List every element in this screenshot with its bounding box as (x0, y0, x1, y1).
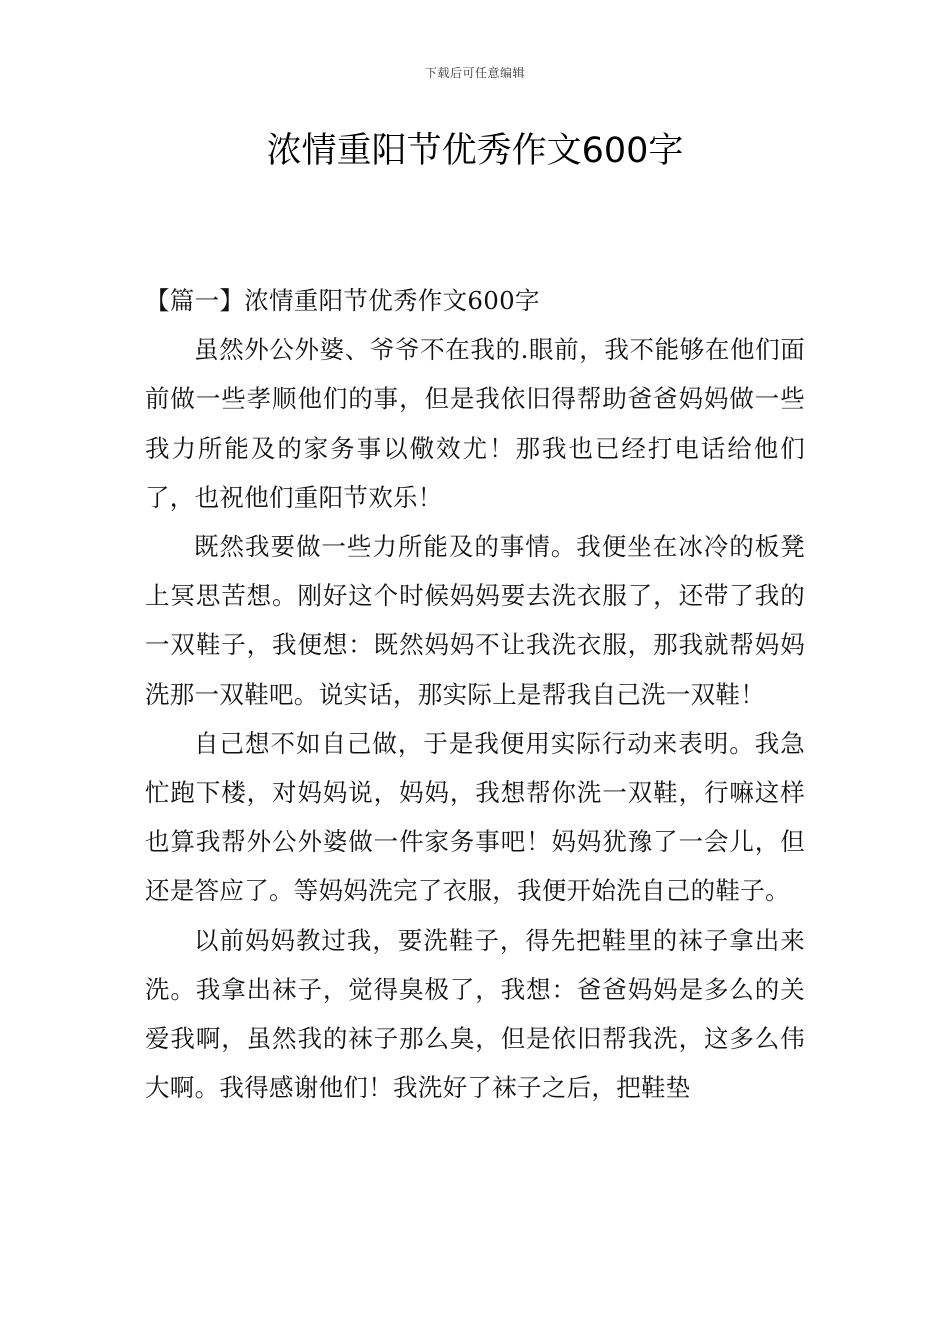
header-note: 下载后可任意编辑 (424, 66, 525, 80)
document-title: 浓情重阳节优秀作文600字 (266, 131, 684, 171)
document-body (145, 276, 805, 1112)
section-heading: 【篇一】浓情重阳节优秀作文600字 (145, 286, 540, 315)
paragraph-3: 自己想不如自己做，于是我便用实际行动来表明。我急忙跑下楼，对妈妈说，妈妈，我想帮你洗一双鞋，行嘛这样也算我帮外公外婆做一件家务事吧！妈妈犹豫了一会儿，但还是答应了。等妈妈洗完了衣服，我便开始洗自己的鞋子。 (145, 728, 805, 906)
paragraph-2: 既然我要做一些力所能及的事情。我便坐在冰冷的板凳上冥思苦想。刚好这个时候妈妈要去洗衣服了，还带了我的一双鞋子，我便想：既然妈妈不让我洗衣服，那我就帮妈妈洗那一双鞋吧。说实话，那实际上是帮我自己洗一双鞋！ (145, 532, 805, 709)
paragraph-4: 以前妈妈教过我，要洗鞋子，得先把鞋里的袜子拿出来洗。我拿出袜子，觉得臭极了，我想：爸爸妈妈是多么的关爱我啊，虽然我的袜子那么臭，但是依旧帮我洗，这多么伟大啊。我得感谢他们！我洗好了袜子之后，把鞋垫 (145, 925, 805, 1103)
paragraph-1: 虽然外公外婆、爷爷不在我的.眼前，我不能够在他们面前做一些孝顺他们的事，但是我依旧得帮助爸爸妈妈做一些我力所能及的家务事以儆效尤！那我也已经打电话给他们了，也祝他们重阳节欢乐！ (145, 335, 805, 512)
